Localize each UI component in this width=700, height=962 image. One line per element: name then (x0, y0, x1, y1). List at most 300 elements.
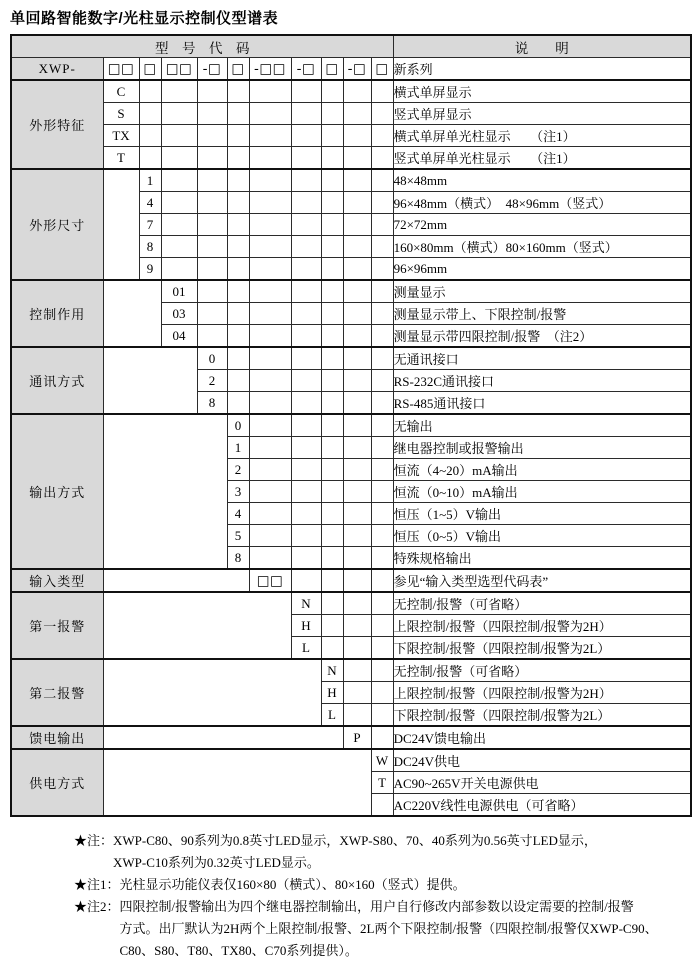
grid-cell (197, 80, 227, 103)
grid-cell (321, 103, 343, 125)
grid-cell (371, 392, 393, 415)
grid-cell (343, 303, 371, 325)
grid-cell (161, 192, 197, 214)
grid-cell (343, 147, 371, 170)
grid-cell (197, 192, 227, 214)
grid-cell (343, 569, 371, 592)
grid-cell (371, 437, 393, 459)
footnote-line: 四限控制/报警输出为四个继电器控制输出，用户自行修改内部参数以设定需要的控制/报警 (119, 899, 634, 914)
footnote-text (120, 874, 466, 896)
section-label-output: 输出方式 (11, 414, 103, 569)
table-row (11, 347, 691, 370)
code-cell (371, 794, 393, 817)
grid-cell (371, 615, 393, 637)
desc-cell: 72×72mm (393, 214, 691, 236)
code-cell: 5 (227, 525, 249, 547)
code-cell: H (291, 615, 321, 637)
code-cell: W (371, 749, 393, 772)
grid-cell (227, 80, 249, 103)
table-row (11, 569, 691, 592)
grid-cell (291, 459, 321, 481)
grid-cell (371, 547, 393, 570)
grid-cell (371, 303, 393, 325)
grid-cell (371, 214, 393, 236)
desc-cell: 竖式单屏显示 (393, 103, 691, 125)
grid-cell (321, 280, 343, 303)
grid-cell (343, 214, 371, 236)
code-cell: 8 (227, 547, 249, 570)
grid-cell (291, 525, 321, 547)
grid-cell (249, 103, 291, 125)
table-row (11, 103, 691, 125)
desc-cell: 96×48mm（横式） 48×96mm（竖式） (393, 192, 691, 214)
grid-cell (197, 258, 227, 281)
grid-cell (321, 236, 343, 258)
footnote-general (74, 830, 692, 874)
grid-cell (371, 325, 393, 348)
code-box-cell: □□ (161, 58, 197, 81)
grid-cell (371, 592, 393, 615)
section-label-size: 外形尺寸 (11, 169, 103, 280)
grid-cell (291, 214, 321, 236)
footnote-marker: ★注2： (74, 899, 120, 914)
code-box-cell: -□ (197, 58, 227, 81)
merged-empty-cell (103, 749, 371, 816)
grid-cell (291, 280, 321, 303)
grid-cell (321, 569, 343, 592)
grid-cell (371, 459, 393, 481)
grid-cell (249, 347, 291, 370)
grid-cell (291, 80, 321, 103)
merged-empty-cell (103, 169, 139, 280)
desc-cell: 继电器控制或报警输出 (393, 437, 691, 459)
grid-cell (227, 192, 249, 214)
grid-cell (321, 414, 343, 437)
grid-cell (371, 370, 393, 392)
grid-cell (343, 258, 371, 281)
table-row (11, 125, 691, 147)
desc-cell: 特殊规格输出 (393, 547, 691, 570)
model-spec-table (10, 34, 692, 817)
grid-cell (371, 704, 393, 727)
footnote-2 (74, 896, 692, 962)
code-box-cell: □ (139, 58, 161, 81)
desc-cell: 下限控制/报警（四限控制/报警为2L） (393, 637, 691, 660)
grid-cell (161, 80, 197, 103)
desc-cell: 恒压（0~5）V输出 (393, 525, 691, 547)
grid-cell (291, 547, 321, 570)
grid-cell (139, 147, 161, 170)
grid-cell (249, 525, 291, 547)
grid-cell (343, 280, 371, 303)
grid-cell (343, 370, 371, 392)
grid-cell (371, 637, 393, 660)
grid-cell (343, 503, 371, 525)
grid-cell (227, 214, 249, 236)
grid-cell (161, 236, 197, 258)
code-cell: 8 (197, 392, 227, 415)
header-desc-label: 说 明 (393, 35, 691, 58)
code-cell: L (321, 704, 343, 727)
table-row (11, 749, 691, 772)
grid-cell (371, 80, 393, 103)
grid-cell (321, 459, 343, 481)
grid-cell (371, 103, 393, 125)
desc-cell: 测量显示带上、下限控制/报警 (393, 303, 691, 325)
code-box-cell: □ (227, 58, 249, 81)
section-label-input: 输入类型 (11, 569, 103, 592)
grid-cell (249, 147, 291, 170)
merged-empty-cell (103, 592, 291, 659)
grid-cell (321, 125, 343, 147)
table-row (11, 280, 691, 303)
desc-cell: RS-485通讯接口 (393, 392, 691, 415)
footnote-line: XWP-C10系列为0.32英寸LED显示。 (113, 855, 320, 870)
grid-cell (161, 125, 197, 147)
code-box-cell: -□ (343, 58, 371, 81)
grid-cell (291, 414, 321, 437)
desc-cell: 新系列 (393, 58, 691, 81)
desc-cell: 测量显示 (393, 280, 691, 303)
grid-cell (249, 503, 291, 525)
grid-cell (291, 347, 321, 370)
grid-cell (249, 370, 291, 392)
grid-cell (371, 503, 393, 525)
grid-cell (249, 414, 291, 437)
grid-cell (227, 125, 249, 147)
grid-cell (371, 525, 393, 547)
footnote-line: 光柱显示功能仪表仅160×80（横式）、80×160（竖式）提供。 (119, 877, 466, 892)
grid-cell (343, 525, 371, 547)
grid-cell (321, 503, 343, 525)
grid-cell (371, 125, 393, 147)
desc-cell: 恒流（0~10）mA输出 (393, 481, 691, 503)
grid-cell (321, 214, 343, 236)
grid-cell (321, 615, 343, 637)
code-cell: 2 (227, 459, 249, 481)
code-cell: 1 (139, 169, 161, 192)
grid-cell (161, 214, 197, 236)
grid-cell (227, 103, 249, 125)
desc-cell: 参见“输入类型选型代码表” (393, 569, 691, 592)
code-box-cell: □ (321, 58, 343, 81)
code-cell: 04 (161, 325, 197, 348)
grid-cell (227, 303, 249, 325)
desc-cell: 无输出 (393, 414, 691, 437)
grid-cell (291, 192, 321, 214)
grid-cell (321, 192, 343, 214)
section-label-feed: 馈电输出 (11, 726, 103, 749)
grid-cell (343, 682, 371, 704)
grid-cell (197, 169, 227, 192)
footnote-marker: ★注： (74, 833, 114, 848)
grid-cell (197, 147, 227, 170)
merged-empty-cell (103, 726, 343, 749)
grid-cell (343, 236, 371, 258)
grid-cell (371, 682, 393, 704)
grid-cell (227, 325, 249, 348)
grid-cell (197, 303, 227, 325)
desc-cell: 上限控制/报警（四限控制/报警为2H） (393, 615, 691, 637)
merged-empty-cell (103, 347, 197, 414)
grid-cell (249, 192, 291, 214)
grid-cell (321, 147, 343, 170)
grid-cell (249, 280, 291, 303)
grid-cell (343, 592, 371, 615)
grid-cell (291, 303, 321, 325)
footnote-line: XWP-C80、90系列为0.8英寸LED显示，XWP-S80、70、40系列为0.56英寸LED显示， (113, 833, 597, 848)
footnote-text (120, 896, 658, 962)
desc-cell: 恒流（4~20）mA输出 (393, 459, 691, 481)
code-cell: 2 (197, 370, 227, 392)
table-row (11, 726, 691, 749)
grid-cell (343, 125, 371, 147)
grid-cell (371, 169, 393, 192)
grid-cell (291, 437, 321, 459)
grid-cell (139, 80, 161, 103)
footnotes (74, 830, 692, 962)
model-prefix: XWP- (11, 58, 103, 81)
desc-cell: AC220V线性电源供电（可省略） (393, 794, 691, 817)
table-row (11, 414, 691, 437)
grid-cell (197, 214, 227, 236)
table-row (11, 592, 691, 615)
footnote-marker: ★注1： (74, 877, 120, 892)
desc-cell: 竖式单屏单光柱显示 （注1） (393, 147, 691, 170)
grid-cell (249, 236, 291, 258)
grid-cell (161, 103, 197, 125)
grid-cell (321, 325, 343, 348)
grid-cell (227, 147, 249, 170)
section-label-control: 控制作用 (11, 280, 103, 347)
grid-cell (371, 347, 393, 370)
grid-cell (227, 280, 249, 303)
code-cell: L (291, 637, 321, 660)
grid-cell (249, 303, 291, 325)
model-code-row (11, 58, 691, 81)
section-label-alarm1: 第一报警 (11, 592, 103, 659)
table-row (11, 659, 691, 682)
code-cell: 3 (227, 481, 249, 503)
grid-cell (227, 392, 249, 415)
desc-cell: 下限控制/报警（四限控制/报警为2L） (393, 704, 691, 727)
grid-cell (343, 103, 371, 125)
desc-cell: 恒压（1~5）V输出 (393, 503, 691, 525)
grid-cell (291, 503, 321, 525)
grid-cell (343, 347, 371, 370)
desc-cell: 横式单屏显示 (393, 80, 691, 103)
grid-cell (343, 459, 371, 481)
grid-cell (227, 370, 249, 392)
grid-cell (249, 258, 291, 281)
desc-cell: 96×96mm (393, 258, 691, 281)
merged-empty-cell (103, 280, 161, 347)
desc-cell: DC24V供电 (393, 749, 691, 772)
code-cell: S (103, 103, 139, 125)
code-box-cell: □ (371, 58, 393, 81)
desc-cell: AC90~265V开关电源供电 (393, 772, 691, 794)
grid-cell (227, 236, 249, 258)
grid-cell (371, 481, 393, 503)
grid-cell (343, 704, 371, 727)
grid-cell (291, 169, 321, 192)
grid-cell (371, 147, 393, 170)
code-cell: 7 (139, 214, 161, 236)
page-title: 单回路智能数字/光柱显示控制仪型谱表 (10, 10, 279, 27)
code-cell: 1 (227, 437, 249, 459)
grid-cell (371, 258, 393, 281)
grid-cell (321, 547, 343, 570)
table-row (11, 169, 691, 192)
grid-cell (371, 192, 393, 214)
grid-cell (197, 325, 227, 348)
grid-cell (291, 125, 321, 147)
grid-cell (371, 236, 393, 258)
code-box-cell: -□ (291, 58, 321, 81)
code-cell: 4 (139, 192, 161, 214)
code-cell: H (321, 682, 343, 704)
desc-cell: 测量显示带四限控制/报警 （注2） (393, 325, 691, 348)
code-cell: 0 (227, 414, 249, 437)
grid-cell (197, 125, 227, 147)
merged-empty-cell (103, 659, 321, 726)
grid-cell (227, 258, 249, 281)
grid-cell (321, 347, 343, 370)
grid-cell (161, 169, 197, 192)
code-cell: □□ (249, 569, 291, 592)
desc-cell: 无通讯接口 (393, 347, 691, 370)
grid-cell (343, 392, 371, 415)
section-label-shape: 外形特征 (11, 80, 103, 169)
table-row (11, 147, 691, 170)
grid-cell (249, 459, 291, 481)
table-header-row (11, 35, 691, 58)
code-cell: 8 (139, 236, 161, 258)
merged-empty-cell (103, 569, 249, 592)
grid-cell (343, 80, 371, 103)
code-cell: T (103, 147, 139, 170)
grid-cell (343, 659, 371, 682)
code-cell: 4 (227, 503, 249, 525)
grid-cell (321, 258, 343, 281)
section-label-comm: 通讯方式 (11, 347, 103, 414)
grid-cell (249, 325, 291, 348)
grid-cell (291, 370, 321, 392)
grid-cell (249, 547, 291, 570)
grid-cell (249, 437, 291, 459)
code-cell: N (321, 659, 343, 682)
grid-cell (321, 637, 343, 660)
grid-cell (249, 481, 291, 503)
code-cell: 03 (161, 303, 197, 325)
grid-cell (371, 569, 393, 592)
grid-cell (343, 437, 371, 459)
grid-cell (321, 392, 343, 415)
grid-cell (343, 414, 371, 437)
grid-cell (371, 280, 393, 303)
desc-cell: 无控制/报警（可省略） (393, 592, 691, 615)
grid-cell (161, 258, 197, 281)
code-cell: T (371, 772, 393, 794)
desc-cell: 160×80mm（横式）80×160mm（竖式） (393, 236, 691, 258)
code-cell: P (343, 726, 371, 749)
table-row (11, 80, 691, 103)
section-label-power: 供电方式 (11, 749, 103, 816)
desc-cell: 横式单屏单光柱显示 （注1） (393, 125, 691, 147)
grid-cell (291, 569, 321, 592)
code-box-cell: -□□ (249, 58, 291, 81)
desc-cell: DC24V馈电输出 (393, 726, 691, 749)
grid-cell (249, 125, 291, 147)
grid-cell (139, 103, 161, 125)
grid-cell (291, 325, 321, 348)
grid-cell (291, 147, 321, 170)
grid-cell (227, 347, 249, 370)
grid-cell (321, 437, 343, 459)
grid-cell (343, 547, 371, 570)
grid-cell (321, 80, 343, 103)
grid-cell (291, 103, 321, 125)
grid-cell (371, 414, 393, 437)
grid-cell (291, 258, 321, 281)
code-cell: 0 (197, 347, 227, 370)
code-cell: C (103, 80, 139, 103)
desc-cell: RS-232C通讯接口 (393, 370, 691, 392)
grid-cell (321, 303, 343, 325)
grid-cell (197, 236, 227, 258)
code-cell: 01 (161, 280, 197, 303)
grid-cell (291, 236, 321, 258)
grid-cell (343, 169, 371, 192)
header-code-label: 型 号 代 码 (11, 35, 393, 58)
footnote-text (113, 830, 597, 874)
grid-cell (343, 325, 371, 348)
grid-cell (291, 392, 321, 415)
grid-cell (371, 726, 393, 749)
grid-cell (321, 525, 343, 547)
grid-cell (343, 615, 371, 637)
footnote-line: C80、S80、T80、TX80、C70系列提供）。 (119, 943, 358, 958)
code-cell: 9 (139, 258, 161, 281)
grid-cell (249, 80, 291, 103)
code-cell: TX (103, 125, 139, 147)
grid-cell (343, 637, 371, 660)
footnote-line: 方式。出厂默认为2H两个上限控制/报警、2L两个下限控制/报警（四限控制/报警仅XWP-C90、 (119, 921, 658, 936)
grid-cell (321, 592, 343, 615)
grid-cell (197, 103, 227, 125)
footnote-1 (74, 874, 692, 896)
grid-cell (343, 481, 371, 503)
code-box-cell: □□ (103, 58, 139, 81)
desc-cell: 无控制/报警（可省略） (393, 659, 691, 682)
grid-cell (139, 125, 161, 147)
grid-cell (249, 169, 291, 192)
merged-empty-cell (103, 414, 227, 569)
grid-cell (321, 481, 343, 503)
desc-cell: 上限控制/报警（四限控制/报警为2H） (393, 682, 691, 704)
grid-cell (343, 192, 371, 214)
grid-cell (197, 280, 227, 303)
grid-cell (161, 147, 197, 170)
grid-cell (227, 169, 249, 192)
grid-cell (249, 214, 291, 236)
grid-cell (371, 659, 393, 682)
grid-cell (249, 392, 291, 415)
grid-cell (321, 169, 343, 192)
grid-cell (321, 370, 343, 392)
grid-cell (291, 481, 321, 503)
section-label-alarm2: 第二报警 (11, 659, 103, 726)
